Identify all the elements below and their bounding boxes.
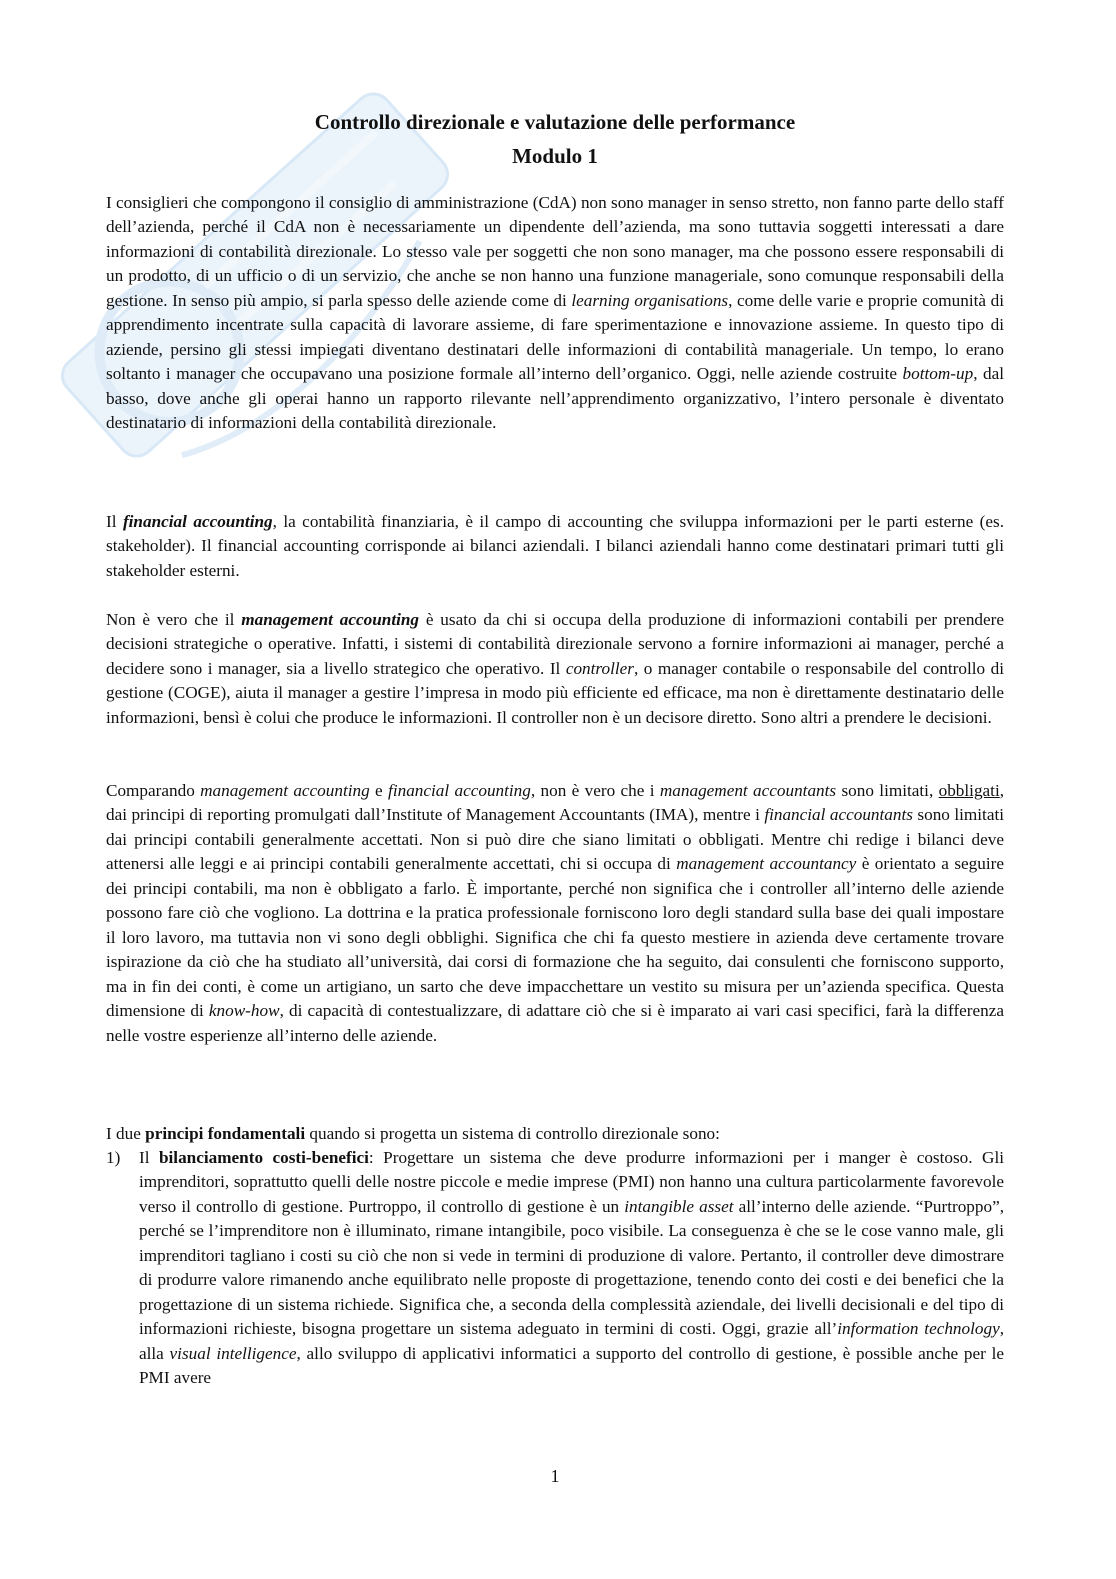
p4-italic-3: management accountants xyxy=(659,781,837,800)
paragraph-5 xyxy=(106,1122,1004,1146)
p4-text-7: è orientato a seguire dei principi contabili, ma non è obbligato a farlo. È importante, perché non significa che i controller all’interno delle aziende possono fare ciò che vogliono. La dottrina e la pratica professionale forniscono loro degli standard sulla base dei quali impostare il loro lavoro, ma tuttavia non vi sono degli obblighi. Significa che chi fa questo mestiere in azienda deve certamente trovare ispirazione da ciò che ha studiato all’università, dai corsi di formazione che ha seguito, dai consulenti che forniscono supporto, ma in fin dei conti, è come un artigiano, un sarto che deve impacchettare un vestito su misura per un’azienda specifica. Questa dimensione di xyxy=(106,854,1004,1021)
p4-text-8: , di capacità di contestualizzare, di adattare ciò che si è imparato ai vari casi specifici, farà la differenza nelle vostre esperienze all’interno delle aziende. xyxy=(106,1001,1004,1045)
item1-italic-intangible-asset: intangible asset xyxy=(624,1196,734,1216)
item1-italic-information-technology: information technology xyxy=(837,1319,1000,1339)
item1-text-4: , alla xyxy=(139,1319,1004,1363)
p5-text-2: quando si progetta un sistema di controllo direzionale sono: xyxy=(305,1124,720,1143)
p3-text-3: , o manager contabile o responsabile del controllo di gestione (COGE), aiuta il manager a gestire l’impresa in modo più efficiente ed efficace, ma non è direttamente destinatario delle informazioni, bensì è colui che produce le informazioni. Il controller non è un decisore diretto. Sono altri a prendere le decisioni. xyxy=(106,658,1004,727)
p3-bold-italic-management-accounting: management accounting xyxy=(241,610,420,629)
p2-bold-italic-financial-accounting: financial accounting xyxy=(122,512,273,531)
p4-italic-know-how: know-how xyxy=(208,1001,280,1021)
p4-text-1: Comparando xyxy=(106,781,201,800)
p4-text-6: sono limitati dai principi contabili generalmente accettati. Non si può dire che siano limitati o obbligati. Mentre chi redige i bilanci deve attenersi alle leggi e ai principi contabili generalmente accettati, chi si occupa di xyxy=(106,805,1005,874)
p1-text-3: , dal basso, dove anche gli operai hanno un rapporto rilevante nell’apprendimento organizzativo, l’intero personale è diventato destinatario di informazioni della contabilità direzionale. xyxy=(106,364,1005,433)
p4-underline-obbligati: obbligati xyxy=(938,781,1000,800)
p5-bold-principi: principi fondamentali xyxy=(145,1124,306,1143)
p4-italic-2: financial accounting xyxy=(388,781,531,800)
p1-text-1: I consiglieri che compongono il consiglio di amministrazione (CdA) non sono manager in senso stretto, non fanno parte dello staff dell’azienda, perché il CdA non è necessariamente un dipendente dell’azienda, ma sono tuttavia soggetti interessati a dare informazioni di contabilità direzionale. Lo stesso vale per soggetti che non sono manager, ma che possono essere responsabili di un prodotto, di un ufficio o di un servizio, che anche se non hanno una funzione manageriale, sono comunque responsabili della gestione. In senso più ampio, si parla spesso delle aziende come di xyxy=(106,193,1005,310)
item1-bold-bilanciamento: bilanciamento costi-benefici xyxy=(158,1148,369,1167)
paragraph-4 xyxy=(106,779,1004,1048)
paragraph-3 xyxy=(106,608,1004,730)
document-subtitle: Modulo 1 xyxy=(512,144,598,168)
p3-text-2: è usato da chi si occupa della produzione di informazioni contabili per prendere decisioni strategiche o operative. Infatti, i sistemi di contabilità direzionale servono a fornire informazioni ai manager, perché a decidere sono i manager, sia a livello strategico che operativo. Il xyxy=(106,610,1005,678)
item1-text-3: all’interno delle aziende. “Purtroppo”, perché se l’imprenditore non è illuminato, rimane intangibile, poco visibile. La conseguenza è che se le cose vanno male, gli imprenditori tagliano i costi su ciò che non si vede in termini di produzione di valore. Pertanto, il controller deve dimostrare di produrre valore rimanendo anche equilibrato nelle proposte di progettazione, tenendo conto dei costi e dei benefici che la progettazione di un sistema richiede. Significa che, a seconda della complessità aziendale, dei livelli decisionali e del tipo di informazioni richieste, bisogna progettare un sistema adeguato in termini di costi. Oggi, grazie all’ xyxy=(139,1196,1005,1339)
p3-italic-controller: controller xyxy=(565,658,634,678)
principles-list xyxy=(106,1146,1004,1391)
p2-text-1: Il xyxy=(106,512,123,531)
item1-text-2: : Progettare un sistema che deve produrre informazioni per i manger è costoso. Gli imprenditori, soprattutto quelli delle nostre piccole e medie imprese (PMI) non hanno una cultura particolarmente favorevole verso il controllo di gestione. Purtroppo, il controllo di gestione è un xyxy=(139,1148,1004,1216)
p4-text-2: e xyxy=(369,781,389,800)
p4-italic-4: financial accountants xyxy=(764,805,913,825)
paragraph-2 xyxy=(106,510,1004,583)
p4-italic-5: management accountancy xyxy=(676,854,857,874)
item1-italic-visual-intelligence: visual intelligence xyxy=(169,1343,297,1363)
document-title: Controllo direzionale e valutazione delle performance xyxy=(314,110,796,134)
p4-text-5: , dai principi di reporting promulgati dall’Institute of Management Accountants (IMA), mentre i xyxy=(106,781,1005,825)
p1-text-2: , come delle varie e proprie comunità di apprendimento incentrate sulla capacità di lavorare assieme, di fare sperimentazione e innovazione assieme. In questo tipo di aziende, persino gli stessi impiegati diventano destinatari delle informazioni di contabilità manageriale. Un tempo, lo erano soltanto i manager che occupavano una posizione formale all’interno dell’organico. Oggi, nelle aziende costruite xyxy=(106,290,1004,384)
paragraph-1 xyxy=(106,191,1004,436)
p4-text-4: sono limitati, xyxy=(836,781,939,800)
p5-text-1: I due xyxy=(106,1124,146,1143)
p4-text-3: , non è vero che i xyxy=(530,781,660,800)
p2-text-2: , la contabilità finanziaria, è il campo di accounting che sviluppa informazioni per le parti esterne (es. stakeholder). Il financial accounting corrisponde ai bilanci aziendali. I bilanci aziendali hanno come destinatari primari tutti gli stakeholder esterni. xyxy=(106,512,1005,580)
page-number: 1 xyxy=(550,1466,560,1486)
list-item-number: 1) xyxy=(106,1148,121,1167)
item1-text-5: , allo sviluppo di applicativi informatici a supporto del controllo di gestione, è possible anche per le PMI avere xyxy=(139,1343,1004,1388)
p3-text-1: Non è vero che il xyxy=(106,610,242,629)
p1-italic-learning-organisations: learning organisations xyxy=(571,290,729,310)
p4-italic-1: management accounting xyxy=(200,781,370,800)
item1-text-1: Il xyxy=(139,1148,159,1167)
list-item xyxy=(106,1146,1004,1391)
p1-italic-bottom-up: bottom-up xyxy=(902,364,974,384)
